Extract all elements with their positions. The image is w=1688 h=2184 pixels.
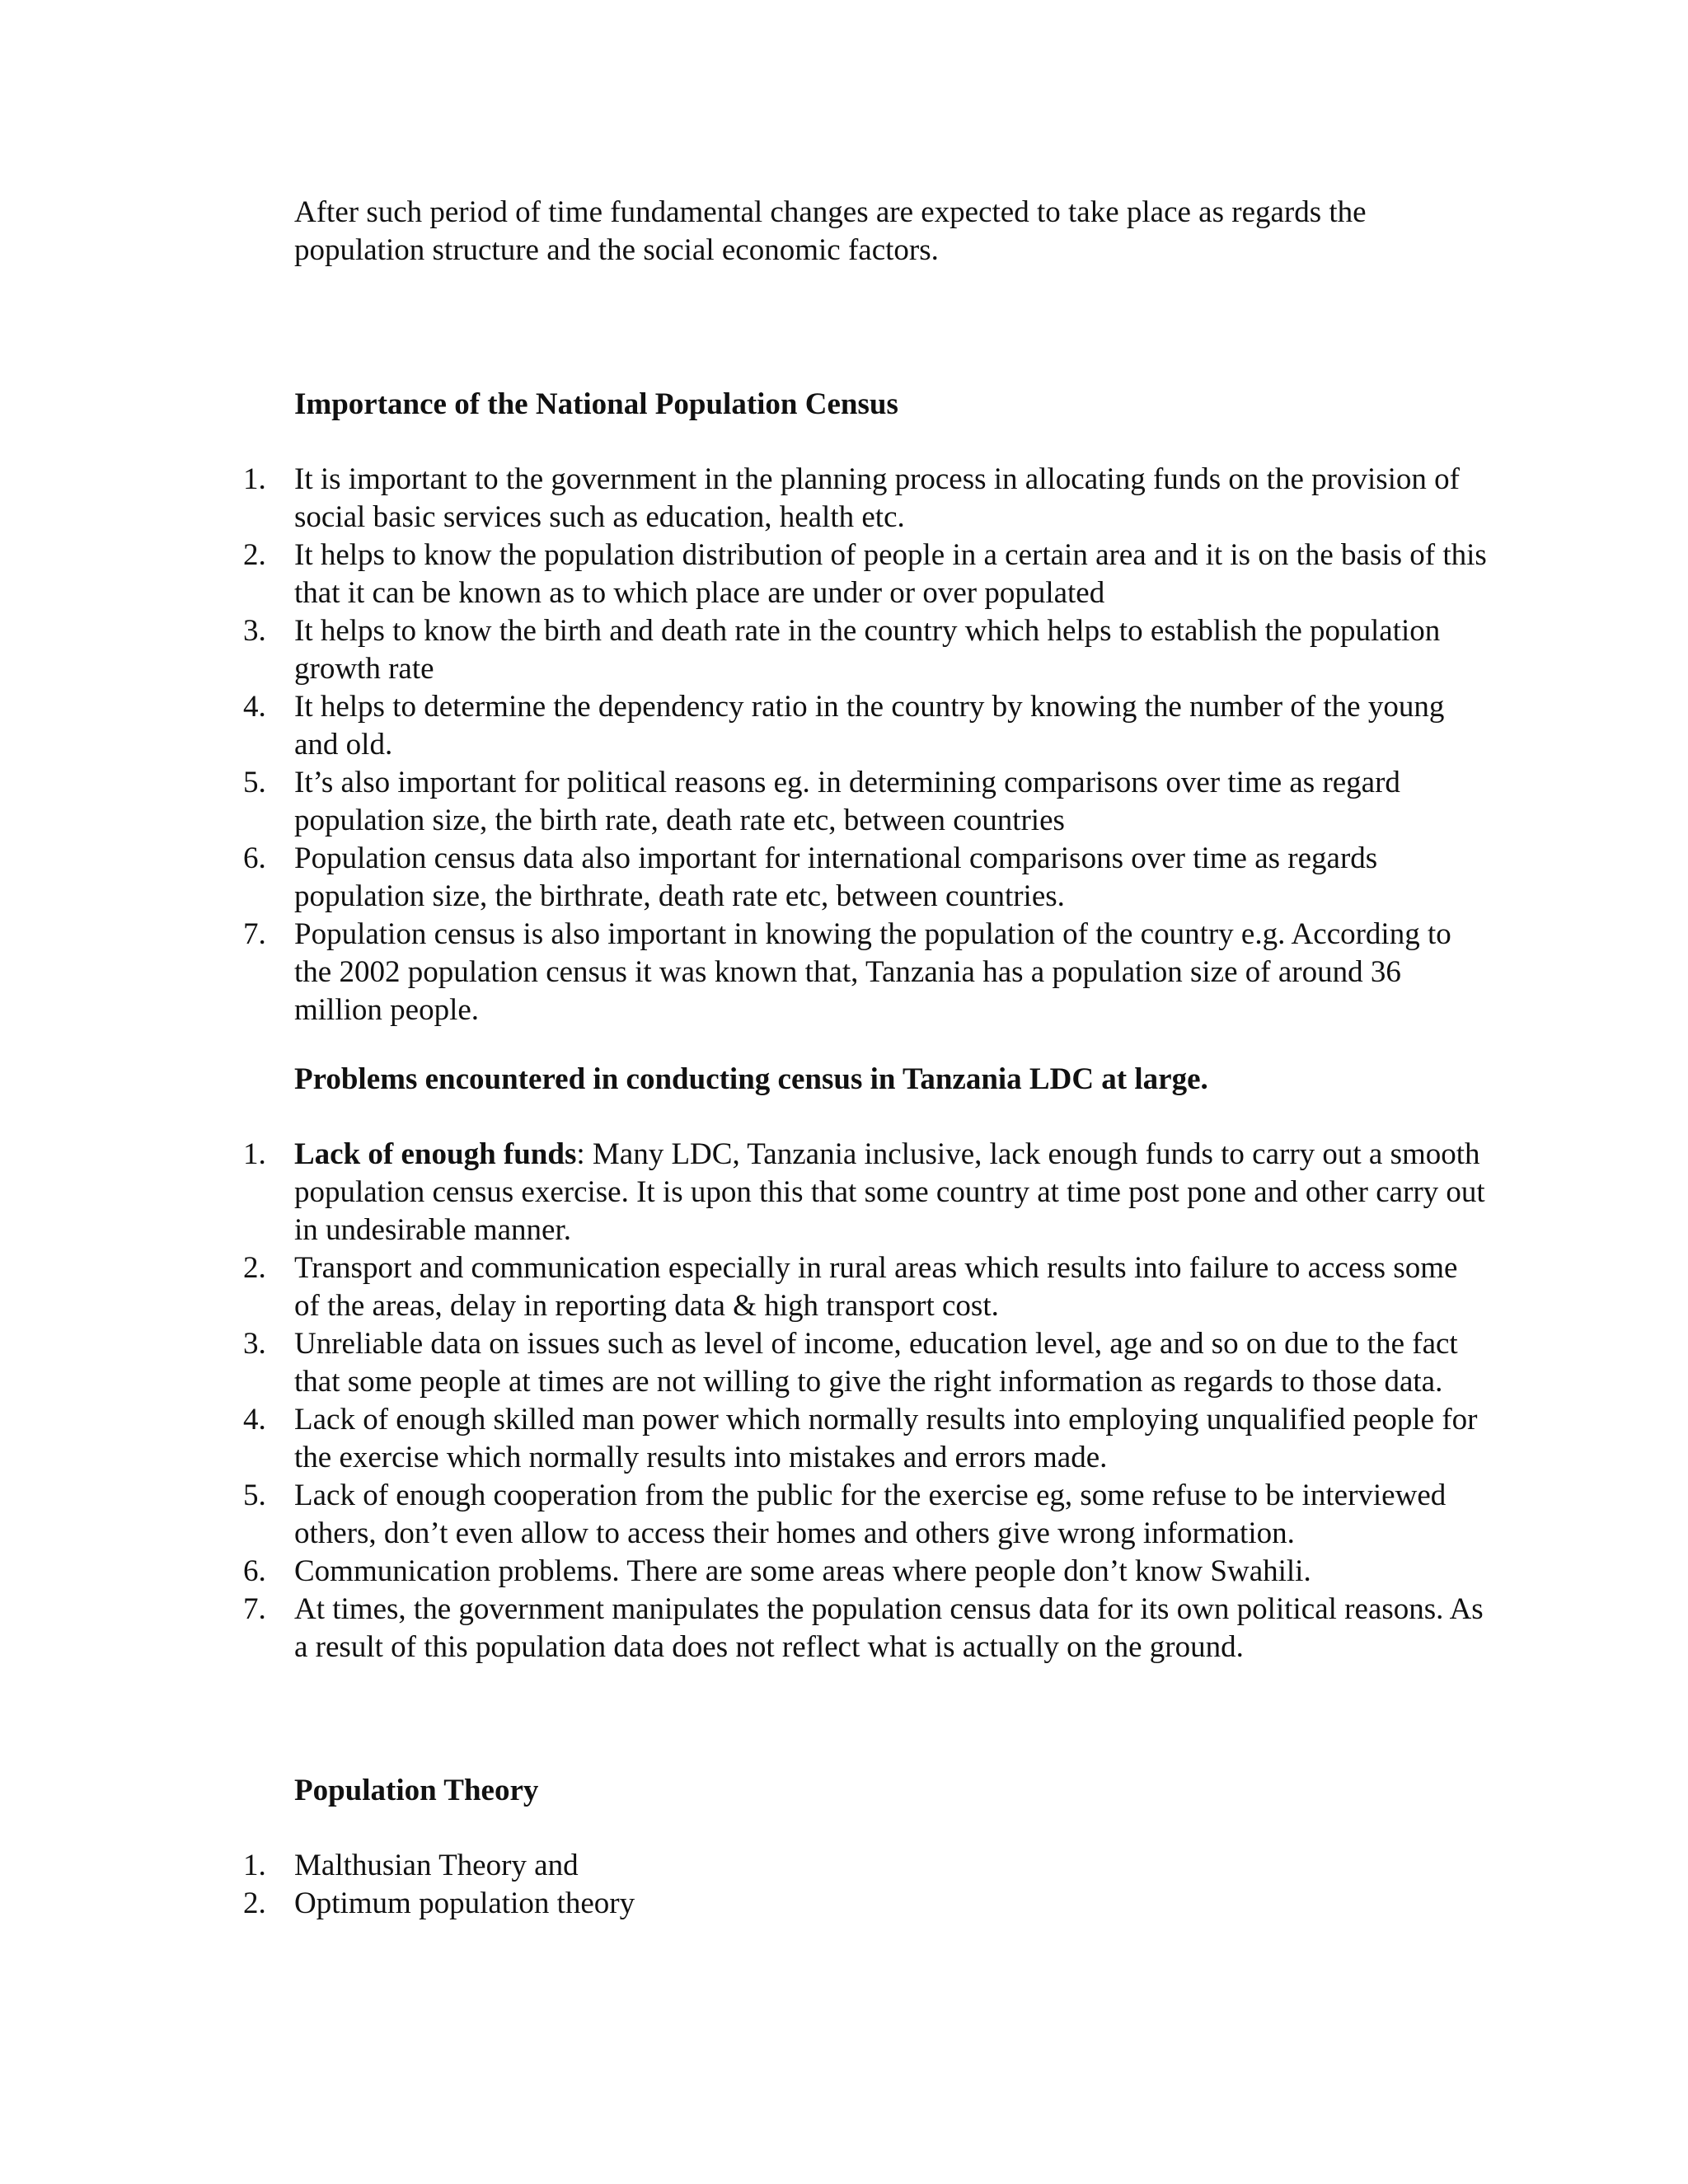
list-item (0, 537, 1489, 612)
list-number: 6. (243, 1554, 266, 1588)
list-item (0, 1477, 1489, 1553)
section-heading-importance: Importance of the National Population Census (294, 387, 898, 421)
intro-paragraph: After such period of time fundamental changes are expected to take place as regards the population structure and the social economic factors. (294, 195, 1367, 267)
list-number: 3. (243, 1327, 266, 1361)
list-item-text: Lack of enough skilled man power which normally results into employing unqualified people for the exercise which normally results into mistakes and errors made. (294, 1403, 1478, 1474)
list-item (0, 1591, 1489, 1666)
list-number: 1. (243, 1849, 266, 1882)
list-item (0, 1885, 1489, 1923)
list-item (0, 1401, 1489, 1477)
list-item (0, 840, 1489, 916)
list-number: 1. (243, 1137, 266, 1171)
list-item (0, 1325, 1489, 1401)
list-item-text: It helps to determine the dependency ratio in the country by knowing the number of the young and old. (294, 690, 1445, 762)
list-number: 2. (243, 1886, 266, 1920)
list-item-text: At times, the government manipulates the population census data for its own political reasons. As a result of this population data does not reflect what is actually on the ground. (294, 1592, 1484, 1664)
list-item-bold-lead: Lack of enough funds (294, 1137, 577, 1171)
list-item-text: Lack of enough cooperation from the public for the exercise eg, some refuse to be interviewed others, don’t even allow to access their homes and others give wrong information. (294, 1479, 1447, 1550)
list-item (0, 1136, 1489, 1249)
list-number: 2. (243, 1251, 266, 1285)
list-item-text: Population census is also important in knowing the population of the country e.g. According to the 2002 population census it was known that, Tanzania has a population size of around 36 million people. (294, 917, 1451, 1027)
list-number: 6. (243, 841, 266, 875)
list-number: 3. (243, 614, 266, 648)
list-item-text (294, 1137, 1485, 1247)
list-item (0, 764, 1489, 840)
list-number: 1. (243, 462, 266, 496)
list-item (0, 688, 1489, 764)
list-item (0, 612, 1489, 688)
list-item-text: It helps to know the population distribution of people in a certain area and it is on the basis of this that it can be known as to which place are under or over populated (294, 538, 1487, 610)
problems-list (0, 1136, 1688, 1666)
list-item (0, 916, 1489, 1029)
theory-list (0, 1847, 1688, 1923)
list-item-rest: : Many LDC, Tanzania inclusive, lack enough funds to carry out a smooth population census exercise. It is upon this that some country at time post pone and other carry out in undesirable manner. (294, 1137, 1485, 1247)
list-item-text: It is important to the government in the planning process in allocating funds on the provision of social basic services such as education, health etc. (294, 462, 1460, 534)
list-item-text: Communication problems. There are some areas where people don’t know Swahili. (294, 1554, 1311, 1588)
list-number: 2. (243, 538, 266, 572)
list-item-text: Transport and communication especially in rural areas which results into failure to access some of the areas, delay in reporting data & high transport cost. (294, 1251, 1458, 1323)
list-number: 7. (243, 917, 266, 951)
list-item-text: Unreliable data on issues such as level of income, education level, age and so on due to the fact that some people at times are not willing to give the right information as regards to those data. (294, 1327, 1458, 1399)
list-item-text: Optimum population theory (294, 1886, 635, 1920)
list-number: 5. (243, 766, 266, 799)
list-number: 4. (243, 690, 266, 724)
list-item (0, 461, 1489, 537)
list-item (0, 1553, 1489, 1591)
list-item-text: It helps to know the birth and death rate in the country which helps to establish the population growth rate (294, 614, 1441, 686)
list-item (0, 1847, 1489, 1885)
list-item (0, 1249, 1489, 1325)
importance-list (0, 461, 1688, 1029)
list-number: 4. (243, 1403, 266, 1436)
list-number: 7. (243, 1592, 266, 1626)
section-heading-problems: Problems encountered in conducting census in Tanzania LDC at large. (294, 1062, 1208, 1096)
section-heading-theory: Population Theory (294, 1774, 539, 1807)
list-item-text: Malthusian Theory and (294, 1849, 579, 1882)
list-item-text: It’s also important for political reasons eg. in determining comparisons over time as regard population size, the birth rate, death rate etc, between countries (294, 766, 1400, 837)
list-item-text: Population census data also important for international comparisons over time as regards population size, the birthrate, death rate etc, between countries. (294, 841, 1378, 913)
list-number: 5. (243, 1479, 266, 1512)
